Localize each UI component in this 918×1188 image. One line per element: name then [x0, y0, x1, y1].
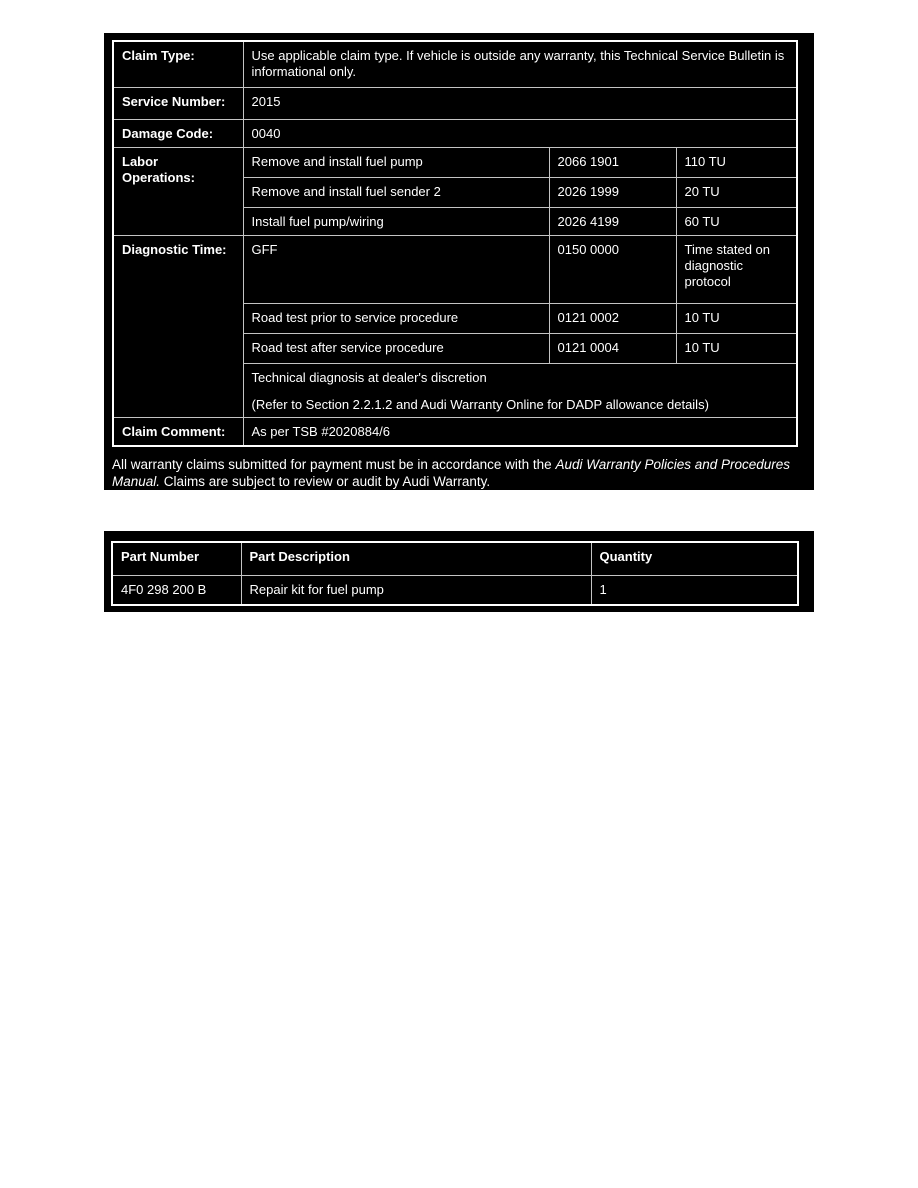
warranty-note: [112, 456, 804, 491]
labor-operation-description: Install fuel pump/wiring: [243, 207, 549, 235]
parts-data-row: [112, 575, 798, 605]
parts-header-part-description: Part Description: [241, 542, 591, 575]
diagnostic-note-line1: Technical diagnosis at dealer's discretion: [251, 369, 487, 385]
labor-operation-description: Remove and install fuel pump: [243, 147, 549, 177]
service-number-label: Service Number:: [113, 87, 243, 119]
parts-block: [104, 531, 814, 612]
warranty-claim-block: [104, 33, 814, 490]
diagnostic-code: 0121 0002: [549, 303, 676, 333]
claim-type-row: [113, 41, 797, 87]
labor-operation-time: 60 TU: [676, 207, 797, 235]
diagnostic-description: Road test after service procedure: [243, 333, 549, 363]
labor-operation-description: Remove and install fuel sender 2: [243, 177, 549, 207]
parts-table: [111, 541, 799, 606]
warranty-note-suffix: Claims are subject to review or audit by Audi Warranty.: [160, 474, 491, 490]
diagnostic-code: 0150 0000: [549, 235, 676, 303]
claim-type-label: Claim Type:: [113, 41, 243, 87]
damage-code-row: [113, 119, 797, 147]
claim-comment-row: [113, 418, 797, 446]
diagnostic-time: 10 TU: [676, 333, 797, 363]
labor-operation-time: 20 TU: [676, 177, 797, 207]
part-number-value: 4F0 298 200 B: [112, 575, 241, 605]
diagnostic-description: Road test prior to service procedure: [243, 303, 549, 333]
diagnostic-time: 10 TU: [676, 303, 797, 333]
parts-header-row: [112, 542, 798, 575]
part-quantity-value: 1: [591, 575, 798, 605]
claim-type-value: Use applicable claim type. If vehicle is outside any warranty, this Technical Service Bulletin is informational only.: [243, 41, 797, 87]
claim-comment-label: Claim Comment:: [113, 418, 243, 446]
labor-operation-row: [113, 147, 797, 177]
diagnostic-time-row: [113, 235, 797, 303]
labor-operations-label: Labor Operations:: [113, 147, 243, 235]
parts-header-quantity: Quantity: [591, 542, 798, 575]
diagnostic-time: Time stated on diagnostic protocol: [676, 235, 797, 303]
service-number-value: 2015: [243, 87, 797, 119]
diagnostic-note-cell: [243, 363, 797, 418]
labor-operation-code: 2026 1999: [549, 177, 676, 207]
damage-code-value: 0040: [243, 119, 797, 147]
diagnostic-note-line2: (Refer to Section 2.2.1.2 and Audi Warranty Online for DADP allowance details): [251, 396, 709, 412]
parts-header-part-number: Part Number: [112, 542, 241, 575]
labor-operation-code: 2066 1901: [549, 147, 676, 177]
labor-operation-time: 110 TU: [676, 147, 797, 177]
labor-operation-code: 2026 4199: [549, 207, 676, 235]
warranty-claim-table: [112, 40, 798, 447]
part-description-value: Repair kit for fuel pump: [241, 575, 591, 605]
diagnostic-code: 0121 0004: [549, 333, 676, 363]
warranty-note-prefix: All warranty claims submitted for payment must be in accordance with the: [112, 456, 556, 472]
diagnostic-time-label: Diagnostic Time:: [113, 235, 243, 418]
warranty-note-italic: Audi Warranty Policies and Procedures Manual.: [112, 456, 791, 490]
damage-code-label: Damage Code:: [113, 119, 243, 147]
claim-comment-value: As per TSB #2020884/6: [243, 418, 797, 446]
service-number-row: [113, 87, 797, 119]
diagnostic-description: GFF: [243, 235, 549, 303]
